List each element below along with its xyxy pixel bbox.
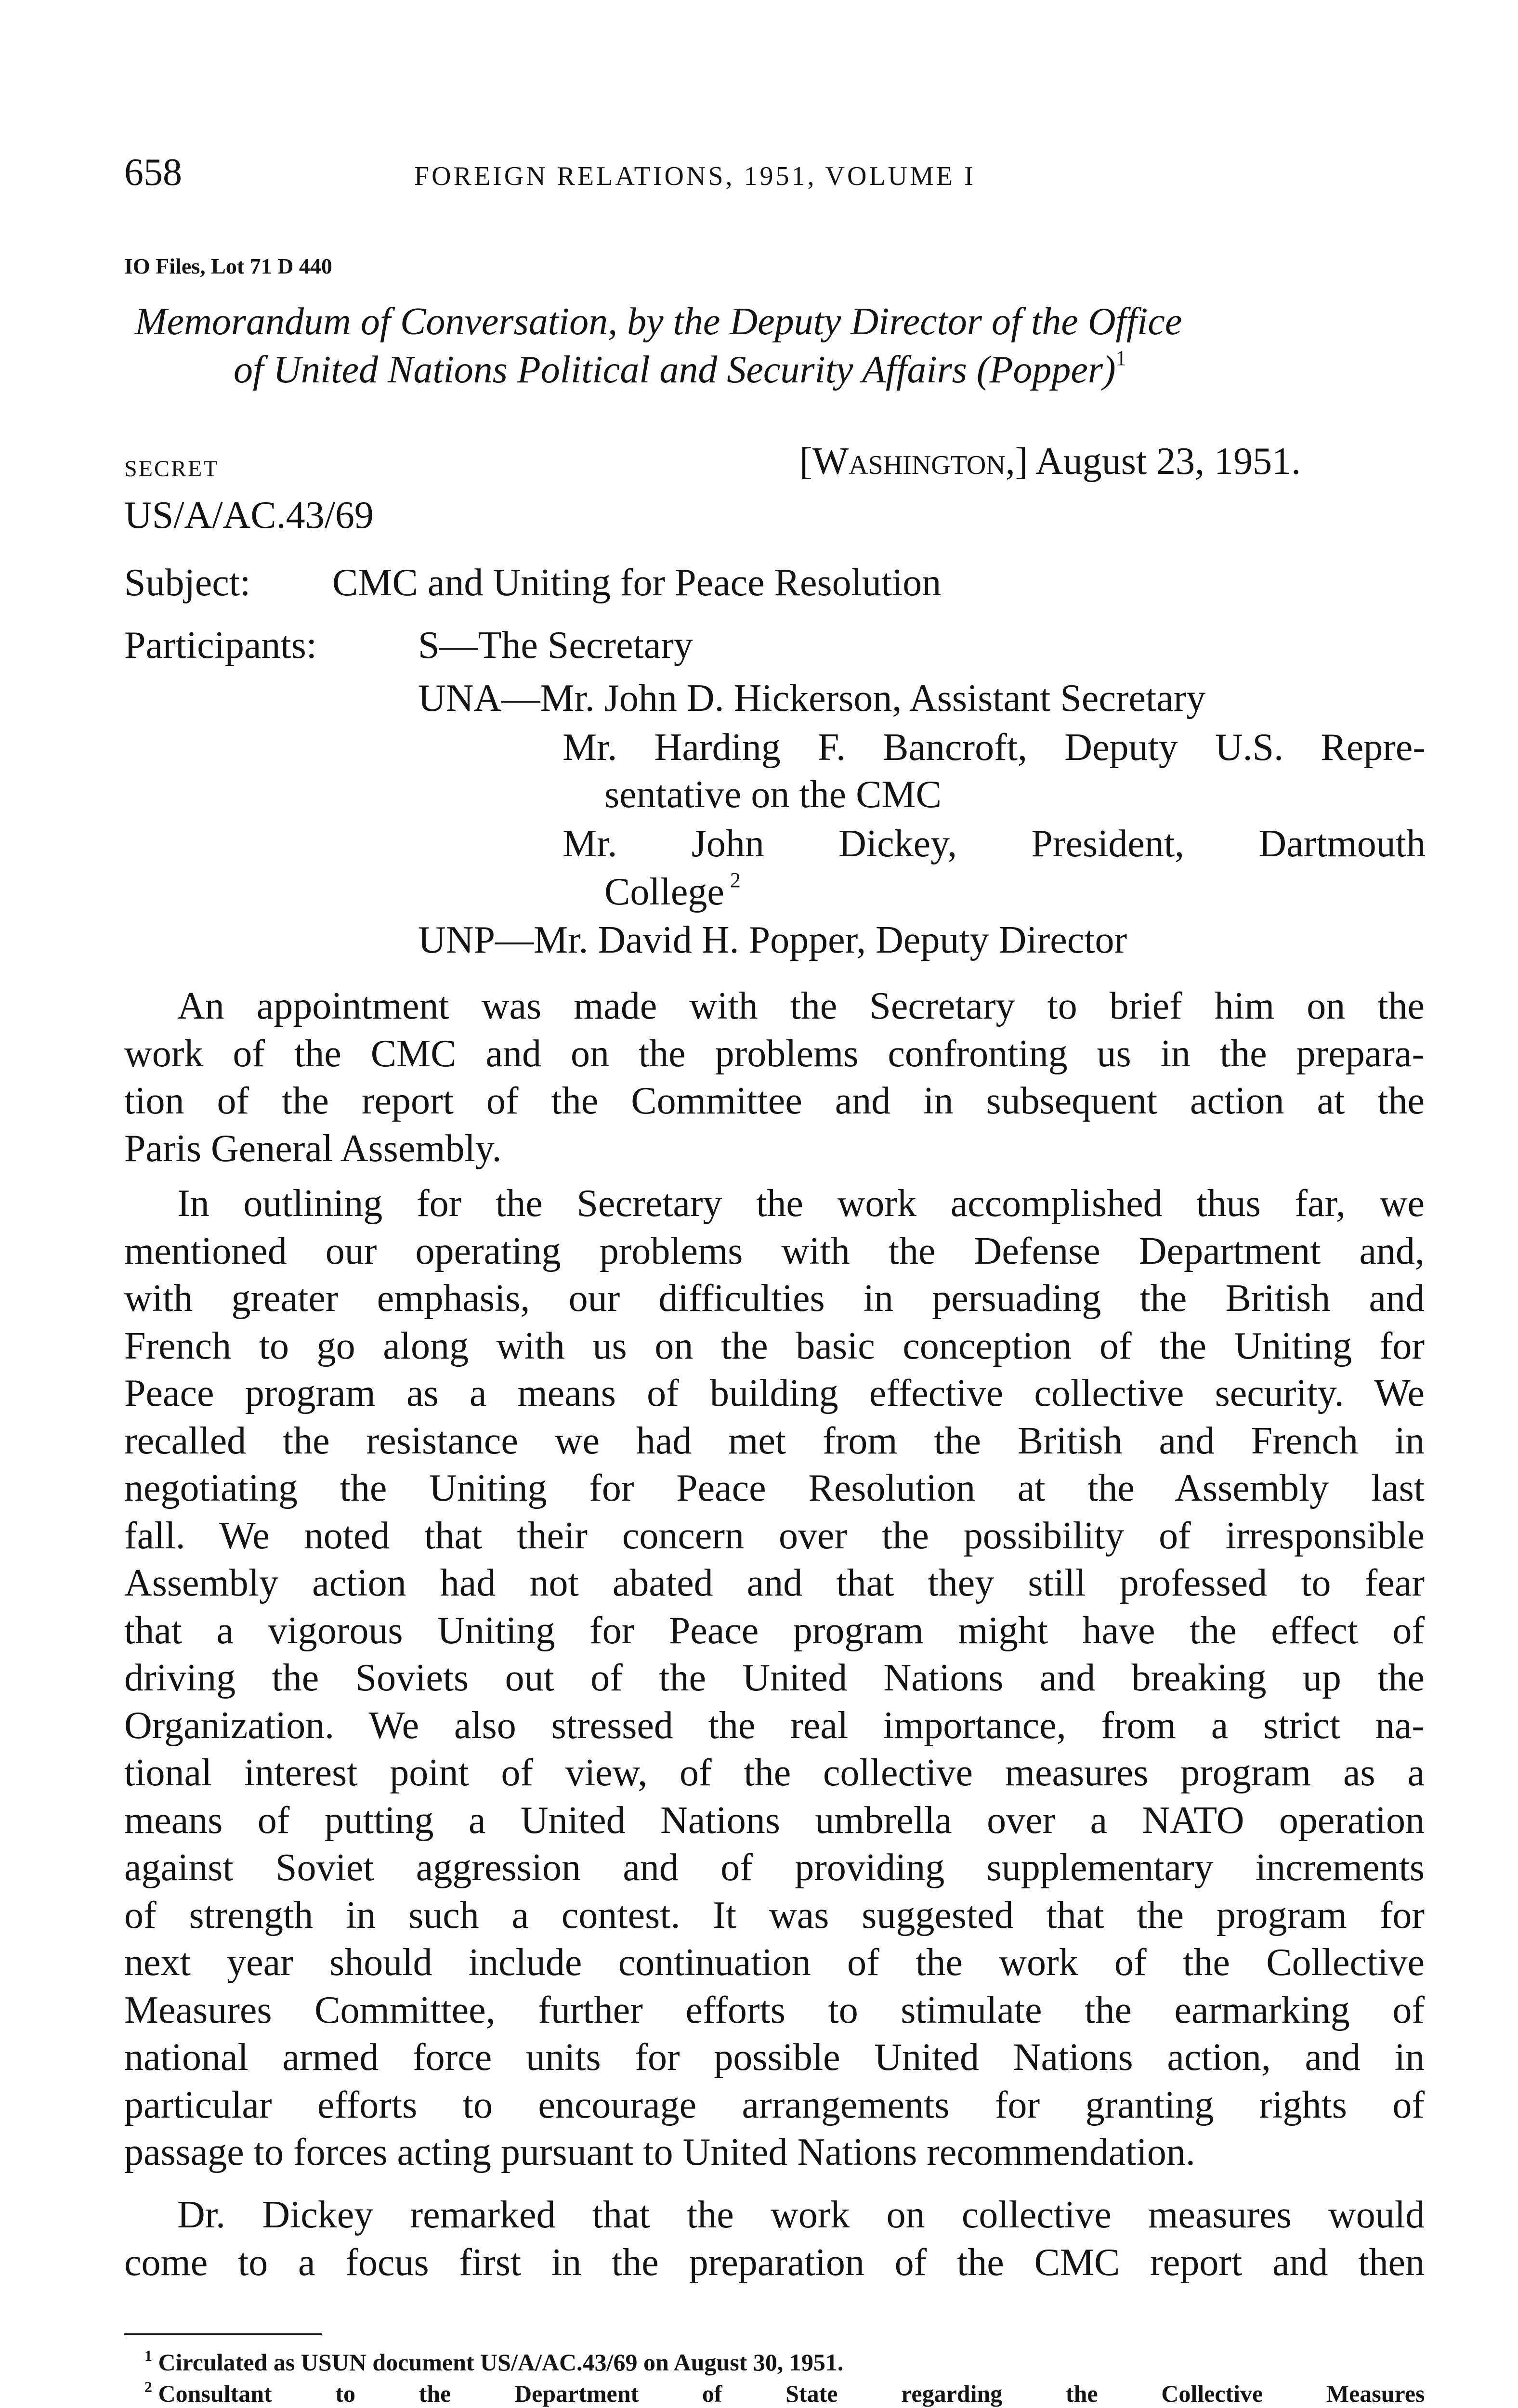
participant-line: sentative on the CMC — [604, 773, 942, 816]
title-line-2 — [135, 346, 1426, 394]
paragraph-line: national armed force units for possible United Nations action, and in — [124, 2036, 1425, 2079]
paragraph-1 — [124, 982, 1425, 1172]
paragraph-line: recalled the resistance we had met from the British and French in — [124, 1419, 1425, 1462]
paragraph-line: that a vigorous Uniting for Peace program might have the effect of — [124, 1609, 1425, 1652]
footnote-rule — [124, 2333, 322, 2335]
participant-line: Mr. John Dickey, President, Dartmouth — [563, 823, 1426, 865]
subject-label: Subject: — [124, 562, 251, 604]
footnote-text: Circulated as USUN document US/A/AC.43/69 on August 30, 1951. — [158, 2349, 844, 2376]
footnote-marker: 2 — [144, 2378, 152, 2395]
paragraph-line: tional interest point of view, of the collective measures program as a — [124, 1752, 1425, 1794]
paragraph-line: Paris General Assembly. — [124, 1127, 502, 1170]
running-title: FOREIGN RELATIONS, 1951, VOLUME I — [414, 161, 976, 191]
dickey-footnote-marker: 2 — [730, 868, 741, 892]
paragraph-line: with greater emphasis, our difficulties in persuading the British and — [124, 1277, 1425, 1320]
participant-line: Mr. Harding F. Bancroft, Deputy U.S. Repre- — [563, 726, 1426, 769]
paragraph-line: negotiating the Uniting for Peace Resolution at the Assembly last — [124, 1467, 1425, 1509]
participant-line: UNP—Mr. David H. Popper, Deputy Director — [418, 919, 1127, 961]
paragraph-line: Organization. We also stressed the real importance, from a strict na- — [124, 1704, 1425, 1747]
paragraph-line: Peace program as a means of building effective collective security. We — [124, 1372, 1425, 1414]
title-line-1: Memorandum of Conversation, by the Deputy Director of the Office — [135, 301, 1182, 343]
paragraph-line: Assembly action had not abated and that they still professed to fear — [124, 1562, 1425, 1604]
classification-label: SECRET — [124, 456, 219, 482]
page-number: 658 — [124, 151, 182, 194]
file-reference: IO Files, Lot 71 D 440 — [124, 254, 332, 278]
paragraph-line: of strength in such a contest. It was suggested that the program for — [124, 1894, 1425, 1937]
paragraph-line: means of putting a United Nations umbrella over a NATO operation — [124, 1799, 1425, 1842]
title-footnote-marker: 1 — [1115, 346, 1126, 370]
dateline-place: [Washington,] — [799, 440, 1028, 483]
dateline-date: August 23, 1951. — [1035, 440, 1301, 483]
subject-value: CMC and Uniting for Peace Resolution — [332, 562, 942, 604]
paragraph-line: tion of the report of the Committee and in subsequent action at the — [124, 1080, 1425, 1122]
document-number: US/A/AC.43/69 — [124, 494, 374, 537]
participants-label: Participants: — [124, 624, 317, 667]
paragraph-line: fall. We noted that their concern over the possibility of irresponsible — [124, 1514, 1425, 1557]
title-line-2-text: of United Nations Political and Security Affairs (Popper) — [234, 349, 1116, 391]
footnote-2 — [144, 2378, 1425, 2407]
dateline — [799, 442, 1301, 481]
paragraph-line: against Soviet aggression and of providing supplementary increments — [124, 1846, 1425, 1889]
paragraph-line: passage to forces acting pursuant to United Nations recommendation. — [124, 2131, 1195, 2173]
footnote-text: Consultant to the Department of State regarding the Collective Measures — [158, 2380, 1425, 2407]
document-title — [135, 298, 1426, 394]
paragraph-line: French to go along with us on the basic conception of the Uniting for — [124, 1324, 1425, 1367]
paragraph-line: An appointment was made with the Secretary to brief him on the — [177, 985, 1425, 1027]
participant-line: College — [604, 871, 724, 913]
participant-line-college — [604, 868, 741, 913]
paragraph-line: In outlining for the Secretary the work accomplished thus far, we — [177, 1182, 1425, 1225]
participant-line: S—The Secretary — [418, 624, 693, 667]
paragraph-line: Measures Committee, further efforts to stimulate the earmarking of — [124, 1989, 1425, 2031]
paragraph-line: work of the CMC and on the problems confronting us in the prepara- — [124, 1032, 1425, 1075]
paragraph-line: Dr. Dickey remarked that the work on collective measures would — [177, 2194, 1425, 2236]
paragraph-line: next year should include continuation of the work of the Collective — [124, 1941, 1425, 1984]
paragraph-line: come to a focus first in the preparation of the CMC report and then — [124, 2241, 1425, 2284]
paragraph-line: mentioned our operating problems with the Defense Department and, — [124, 1230, 1425, 1272]
footnote-1 — [144, 2347, 844, 2376]
paragraph-2 — [124, 1180, 1425, 2176]
paragraph-line: particular efforts to encourage arrangements for granting rights of — [124, 2083, 1425, 2126]
footnote-marker: 1 — [144, 2347, 152, 2364]
paragraph-line: driving the Soviets out of the United Nations and breaking up the — [124, 1657, 1425, 1699]
participant-line: UNA—Mr. John D. Hickerson, Assistant Secretary — [418, 677, 1206, 720]
paragraph-3 — [124, 2191, 1425, 2286]
